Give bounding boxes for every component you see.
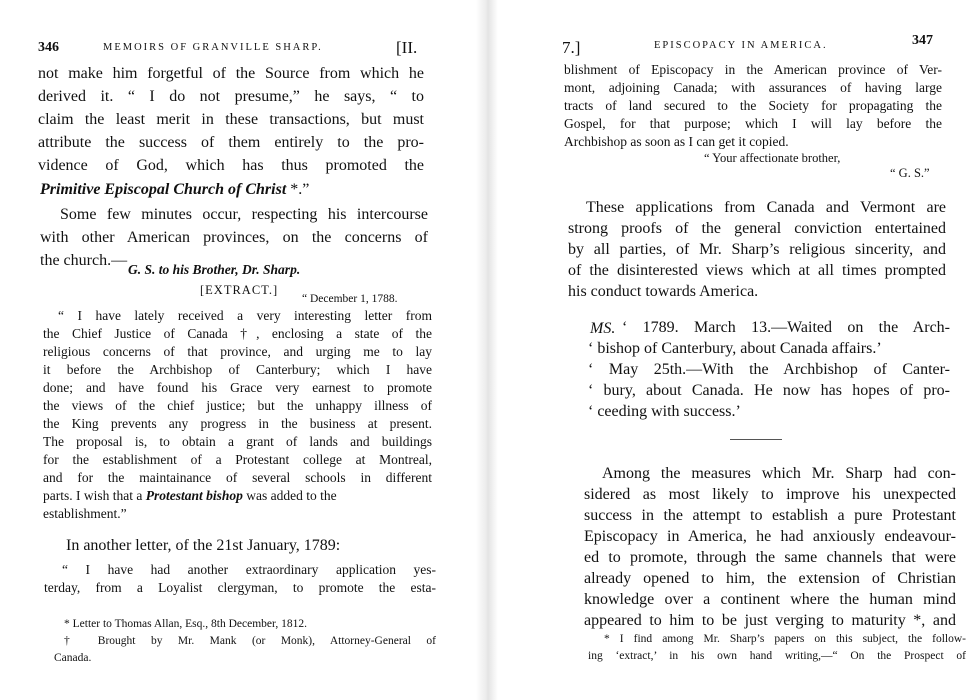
text-line: by all parties, of Mr. Sharp’s religious sincerity, and — [568, 241, 946, 258]
text-fragment: *.” — [286, 181, 310, 198]
right-page — [498, 0, 980, 700]
text-line: ‘ bishop of Canterbury, about Canada affairs.’ — [588, 340, 882, 357]
text-line: already opened to him, the extension of Christian — [584, 570, 956, 587]
text-fragment: was added to the — [242, 488, 337, 503]
text-line: sidered as most likely to improve his unexpected — [584, 486, 956, 503]
ms-label: MS. — [590, 320, 616, 337]
text-line: ‘ 1789. March 13.—Waited on the Arch- — [622, 319, 950, 336]
text-line: In another letter, of the 21st January, 1789: — [66, 537, 341, 554]
text-line: mont, adjoining Canada; with assurances of having large — [564, 80, 942, 95]
italic-phrase: Protestant bishop — [145, 488, 243, 503]
footnote: Canada. — [54, 652, 92, 664]
text-line: it before the Archbishop of Canterbury; which I have — [43, 362, 432, 377]
text-line: the King prevents any progress in the business at present. — [43, 416, 432, 431]
book-gutter — [476, 0, 498, 700]
footnote: * Letter to Thomas Allan, Esq., 8th December, 1812. — [64, 618, 308, 630]
footnote: † Brought by Mr. Mank (or Monk), Attorney-General of — [64, 635, 436, 647]
italic-title: Primitive Episcopal Church of Christ — [40, 181, 287, 198]
text-line: Some few minutes occur, respecting his intercourse — [60, 206, 428, 223]
text-line — [40, 180, 309, 200]
text-line: Among the measures which Mr. Sharp had con- — [602, 465, 956, 482]
text-line: success in the attempt to establish a pure Protestant — [584, 507, 956, 524]
text-line: ‘ bury, about Canada. He now has hopes of pro- — [588, 382, 950, 399]
footnote: ing ‘extract,’ in his own hand writing,—“ On the Prospect of — [588, 650, 966, 662]
text-line: ‘ May 25th.—With the Archbishop of Canter- — [588, 361, 950, 378]
letter-heading: G. S. to his Brother, Dr. Sharp. — [128, 262, 301, 277]
left-page — [0, 0, 476, 700]
text-fragment: parts. I wish that a — [43, 488, 146, 503]
text-line: Episcopacy in America, he had anxiously endeavour- — [584, 528, 956, 545]
running-head: EPISCOPACY IN AMERICA. — [654, 40, 828, 51]
text-line: and for the maintainance of several schools in different — [43, 470, 432, 485]
text-line: “ I have had another extraordinary application yes- — [62, 562, 436, 577]
text-line: the views of the chief justice; but the unhappy illness of — [43, 398, 432, 413]
text-line: the church.— — [40, 252, 128, 269]
chapter-marker: 7.] — [562, 38, 581, 57]
text-line: derived it. “ I do not presume,” he says, “ to — [38, 88, 424, 105]
text-line: tracts of land secured to the Society for propagating the — [564, 98, 942, 113]
signature: “ G. S.” — [890, 166, 930, 180]
running-head: MEMOIRS OF GRANVILLE SHARP. — [103, 42, 323, 53]
text-line: ed to promote, through the same channels that were — [584, 549, 956, 566]
text-line: for the establishment of a Protestant college at Montreal, — [43, 452, 432, 467]
text-line: attribute the success of them entirely to the pro- — [38, 134, 424, 151]
text-line: ‘ ceeding with success.’ — [588, 403, 741, 420]
section-divider — [730, 439, 782, 440]
text-line: claim the least merit in these transactions, but must — [38, 111, 424, 128]
text-line: terday, from a Loyalist clergyman, to promote the esta- — [44, 580, 436, 595]
text-line: strong proofs of the general conviction entertained — [568, 220, 946, 237]
text-line: establishment.” — [43, 506, 127, 521]
text-line: with other American provinces, on the concerns of — [40, 229, 428, 246]
text-line: not make him forgetful of the Source from which he — [38, 65, 424, 82]
text-line: religious concerns of that province, and urging me to lay — [43, 344, 432, 359]
text-line: knowledge over a continent where the human mind — [584, 591, 956, 608]
text-line: Archbishop as soon as I can get it copied. — [564, 134, 789, 149]
text-line: These applications from Canada and Vermont are — [586, 199, 946, 216]
text-line: vidence of God, which has thus promoted the — [38, 157, 424, 174]
text-line: done; and have found his Grace very earnest to promote — [43, 380, 432, 395]
text-line: his conduct towards America. — [568, 283, 759, 300]
text-line: “ I have lately received a very interesting letter from — [58, 308, 432, 323]
extract-label: [EXTRACT.] — [200, 283, 279, 297]
letter-date: “ December 1, 1788. — [302, 293, 398, 305]
chapter-marker: [II. — [396, 38, 418, 57]
signoff: “ Your affectionate brother, — [704, 151, 841, 165]
text-line: of the disinterested views which at all times prompted — [568, 262, 946, 279]
page-number: 346 — [38, 40, 59, 55]
text-line: Gospel, for that purpose; which I will lay before the — [564, 116, 942, 131]
text-line: blishment of Episcopacy in the American province of Ver- — [564, 62, 942, 77]
text-line: appeared to him to be just verging to maturity *, and — [584, 612, 956, 629]
text-line: The proposal is, to obtain a grant of lands and buildings — [43, 434, 432, 449]
page-number: 347 — [912, 33, 933, 48]
footnote: * I find among Mr. Sharp’s papers on this subject, the follow- — [604, 633, 966, 645]
text-line — [43, 488, 337, 504]
text-line: the Chief Justice of Canada †, enclosing a state of the — [43, 326, 432, 341]
